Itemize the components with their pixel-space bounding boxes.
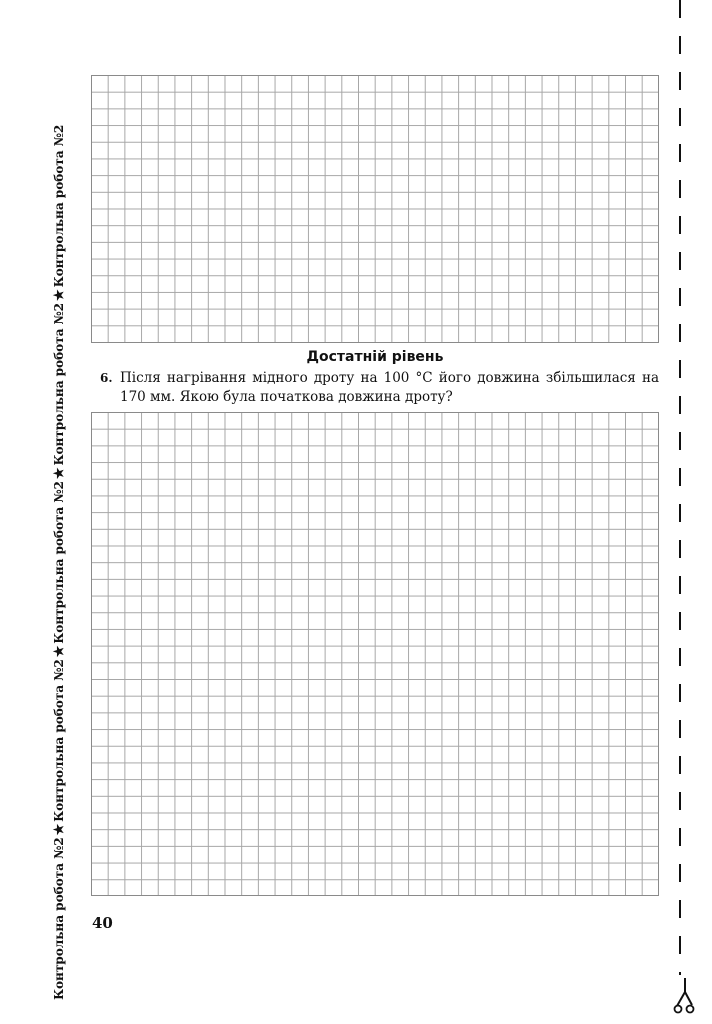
star-icon: ★ bbox=[52, 467, 67, 480]
side-label-text: Контрольна робота №2 bbox=[52, 481, 66, 644]
side-label-text: Контрольна робота №2 bbox=[52, 659, 66, 822]
page-number: 40 bbox=[92, 914, 113, 932]
cut-line bbox=[679, 0, 681, 975]
star-icon: ★ bbox=[52, 823, 67, 836]
problem-number: 6. bbox=[100, 371, 113, 385]
answer-grid-bottom bbox=[91, 412, 659, 896]
star-icon: ★ bbox=[52, 289, 67, 301]
answer-grid-top bbox=[91, 75, 659, 343]
scissors-icon bbox=[673, 978, 695, 1014]
side-label-text: Контрольна робота №2 bbox=[52, 837, 66, 1000]
side-running-header bbox=[50, 20, 68, 1000]
problem-text: Після нагрівання мідного дроту на 100 °С його довжина збільшилася на 170 мм. Якою була початкова довжина дроту? bbox=[120, 370, 659, 405]
side-label-text: Контрольна робота №2 bbox=[52, 302, 66, 466]
side-label-text: Контрольна робота №2 bbox=[52, 124, 66, 288]
star-icon: ★ bbox=[52, 645, 67, 658]
section-title: Достатній рівень bbox=[306, 349, 444, 365]
problem-6 bbox=[100, 369, 659, 407]
